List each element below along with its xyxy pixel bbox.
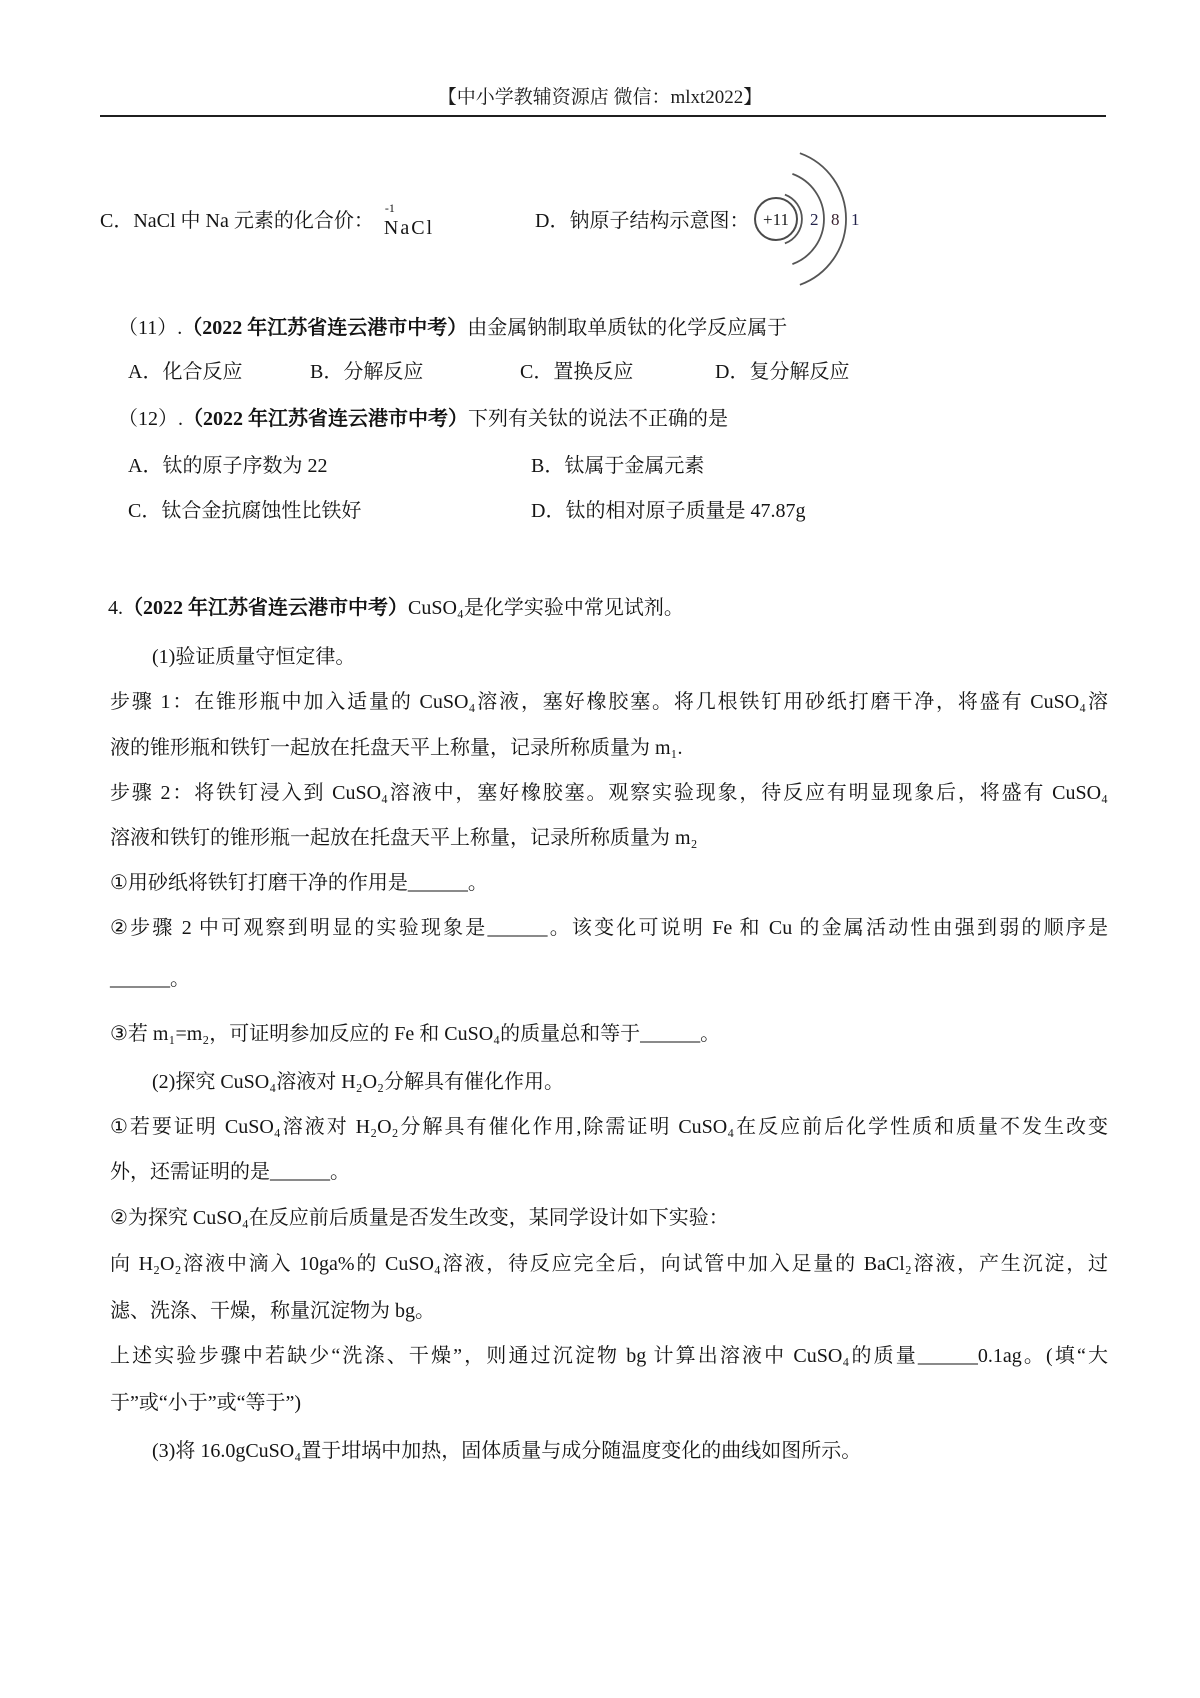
q4-blank1: ①用砂纸将铁钉打磨干净的作用是______。 xyxy=(110,872,488,894)
q4-part2-q2-intro: ②为探究 CuSO₄在反应前后质量是否发生改变，某同学设计如下实验： xyxy=(110,1207,729,1229)
q11-option-a: A．化合反应 xyxy=(128,361,243,383)
q4-part3-title: (3)将 16.0gCuSO₄置于坩埚中加热，固体质量与成分随温度变化的曲线如图所示。 xyxy=(152,1440,862,1462)
question-12-source: （2022 年江苏省连云港市中考） xyxy=(183,408,468,430)
q4-part1-title: (1)验证质量守恒定律。 xyxy=(152,646,356,668)
shop-banner: 【中小学教辅资源店 微信：mlxt2022】 xyxy=(437,87,763,108)
question-12-number: （12）. xyxy=(118,408,183,430)
question-11-number: （11）. xyxy=(118,317,183,339)
q4-blank3: ③若 m₁=m₂，可证明参加反应的 Fe 和 CuSO₄的质量总和等于______。 xyxy=(110,1023,721,1045)
option-c-label: C．NaCl 中 Na 元素的化合价： xyxy=(100,210,374,232)
option-d-label: D．钠原子结构示意图： xyxy=(535,210,750,232)
valence-notation xyxy=(383,201,435,240)
q11-option-b: B．分解反应 xyxy=(310,361,424,383)
sodium-atom-diagram-icon xyxy=(746,143,896,297)
q4-step1-line1: 步骤 1：在锥形瓶中加入适量的 CuSO₄溶液，塞好橡胶塞。将几根铁钉用砂纸打磨干净，将盛有 CuSO₄溶 xyxy=(110,691,1108,713)
q12-option-b: B．钛属于金属元素 xyxy=(531,455,705,477)
shell-count-1: 2 xyxy=(810,210,819,229)
q4-blank2-line2: ______。 xyxy=(110,968,190,990)
q12-option-d: D．钛的相对原子质量是 47.87g xyxy=(531,500,806,522)
question-4-stem: 4.（2022 年江苏省连云港市中考）CuSO₄是化学实验中常见试剂。 xyxy=(108,597,684,619)
q4-blank2-line1: ②步骤 2 中可观察到明显的实验现象是______。该变化可说明 Fe 和 Cu 的金属活动性由强到弱的顺序是 xyxy=(110,917,1108,939)
valence-superscript: -1 xyxy=(384,201,395,215)
q4-step1-line2: 液的锥形瓶和铁钉一起放在托盘天平上称量，记录所称质量为 m₁. xyxy=(110,737,683,759)
q4-part2-q3-line1: 上述实验步骤中若缺少“洗涤、干燥”，则通过沉淀物 bg 计算出溶液中 CuSO₄的质量______0.1ag。(填“大 xyxy=(110,1345,1108,1367)
nucleus-charge: +11 xyxy=(763,210,789,229)
q4-part2-q3-line2: 于”或“小于”或“等于”) xyxy=(110,1392,302,1414)
q4-part2-q2-line2: 滤、洗涤、干燥，称量沉淀物为 bg。 xyxy=(110,1300,435,1322)
q4-part2-q2-line1: 向 H₂O₂溶液中滴入 10ga%的 CuSO₄溶液，待反应完全后，向试管中加入足量的 BaCl₂溶液，产生沉淀，过 xyxy=(110,1253,1108,1275)
question-4-source: （2022 年江苏省连云港市中考） xyxy=(123,597,408,619)
q4-part2-q1-line2: 外，还需证明的是______。 xyxy=(110,1161,350,1183)
q12-option-c: C．钛合金抗腐蚀性比铁好 xyxy=(128,500,362,522)
option-c-valence xyxy=(100,201,435,240)
q4-part2-title: (2)探究 CuSO₄溶液对 H₂O₂分解具有催化作用。 xyxy=(152,1071,565,1093)
q11-option-d: D．复分解反应 xyxy=(715,361,850,383)
question-4-number: 4. xyxy=(108,597,123,619)
question-11-stem: （11）.（2022 年江苏省连云港市中考）由金属钠制取单质钛的化学反应属于 xyxy=(118,317,788,339)
q4-step2-line1: 步骤 2：将铁钉浸入到 CuSO₄溶液中，塞好橡胶塞。观察实验现象，待反应有明显现象后，将盛有 CuSO₄ xyxy=(110,782,1108,804)
shell-count-2: 8 xyxy=(831,210,840,229)
shell-count-3: 1 xyxy=(851,210,860,229)
question-12-stem: （12）.（2022 年江苏省连云港市中考）下列有关钛的说法不正确的是 xyxy=(118,408,728,430)
q12-option-a: A．钛的原子序数为 22 xyxy=(128,455,328,477)
question-11-source: （2022 年江苏省连云港市中考） xyxy=(182,317,468,339)
valence-formula: NaCl xyxy=(383,217,435,239)
q4-step2-line2: 溶液和铁钉的锥形瓶一起放在托盘天平上称量，记录所称质量为 m₂ xyxy=(110,827,698,849)
header-divider xyxy=(100,115,1106,117)
q4-part2-q1-line1: ①若要证明 CuSO₄溶液对 H₂O₂分解具有催化作用,除需证明 CuSO₄在反应前后化学性质和质量不发生改变 xyxy=(110,1116,1108,1138)
q11-option-c: C．置换反应 xyxy=(520,361,634,383)
